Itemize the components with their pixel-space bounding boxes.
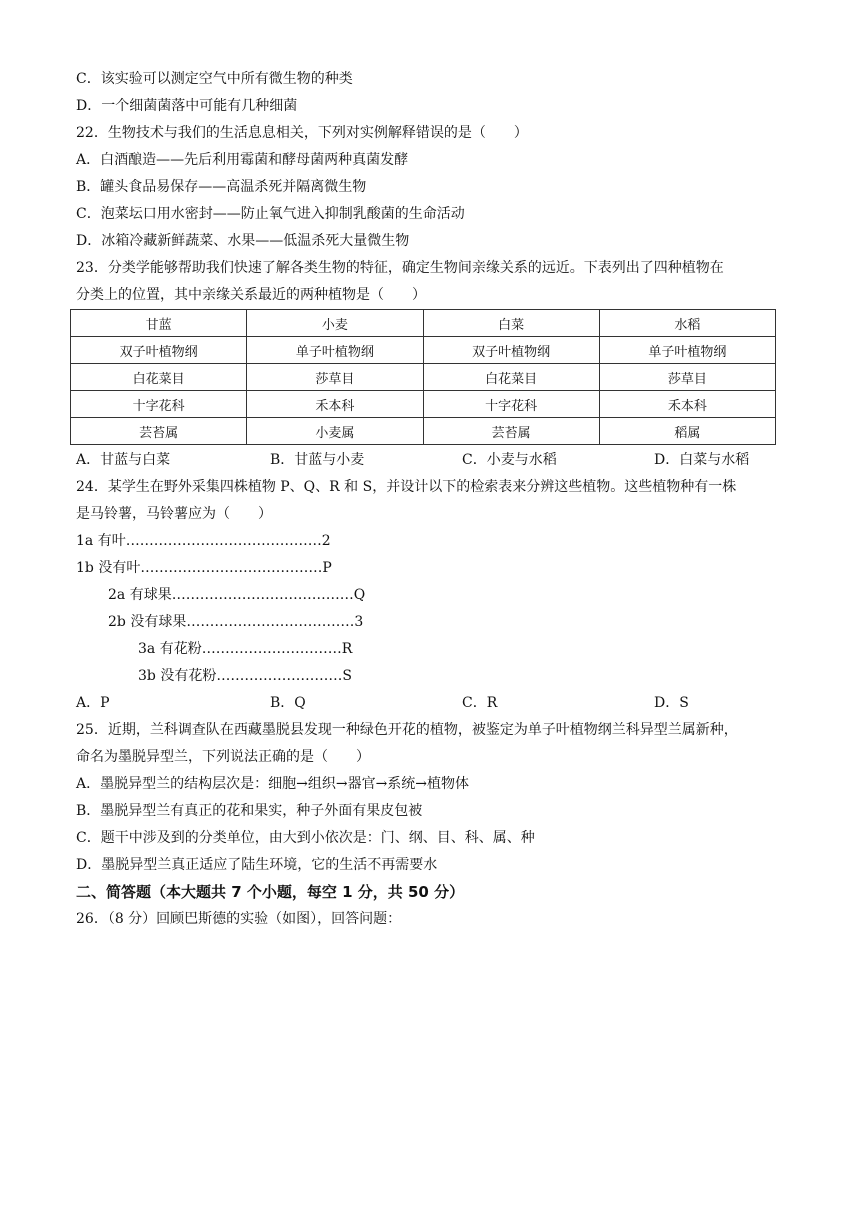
dichotomous-key-3a: 3a 有花粉…………………………R	[138, 641, 353, 657]
q22-option-c: C．泡菜坛口用水密封——防止氧气进入抑制乳酸菌的生命活动	[76, 206, 465, 222]
table-row	[71, 310, 776, 337]
q24-option-d: D．S	[654, 695, 689, 711]
table-cell: 十字花科	[423, 391, 599, 418]
q25-stem-line2: 命名为墨脱异型兰，下列说法正确的是（ ）	[76, 749, 370, 765]
q21-option-c: C．该实验可以测定空气中所有微生物的种类	[76, 71, 353, 87]
table-cell: 白菜	[423, 310, 599, 337]
table-row	[71, 391, 776, 418]
q22-option-b: B．罐头食品易保存——高温杀死并隔离微生物	[76, 179, 367, 195]
dichotomous-key-1a: 1a 有叶……………………………………2	[76, 533, 331, 549]
q23-stem-line2: 分类上的位置，其中亲缘关系最近的两种植物是（ ）	[76, 287, 426, 303]
table-cell: 单子叶植物纲	[599, 337, 775, 364]
table-cell: 单子叶植物纲	[247, 337, 423, 364]
table-cell: 禾本科	[247, 391, 423, 418]
table-cell: 水稻	[599, 310, 775, 337]
q23-option-c: C．小麦与水稻	[462, 452, 557, 468]
table-cell: 禾本科	[599, 391, 775, 418]
table-cell: 小麦	[247, 310, 423, 337]
table-cell: 白花菜目	[423, 364, 599, 391]
table-cell: 十字花科	[71, 391, 247, 418]
q25-stem-line1: 25．近期，兰科调查队在西藏墨脱县发现一种绿色开花的植物，被鉴定为单子叶植物纲兰科异型兰属新种，	[76, 722, 738, 738]
q26-stem: 26．（8 分）回顾巴斯德的实验（如图），回答问题：	[76, 911, 402, 927]
table-row	[71, 418, 776, 445]
q25-option-c: C．题干中涉及到的分类单位，由大到小依次是：门、纲、目、科、属、种	[76, 830, 535, 846]
table-cell: 双子叶植物纲	[423, 337, 599, 364]
table-cell: 芸苔属	[423, 418, 599, 445]
q23-options	[76, 447, 788, 474]
q23-stem-line1: 23．分类学能够帮助我们快速了解各类生物的特征，确定生物间亲缘关系的远近。下表列出了四种植物在	[76, 260, 724, 276]
table-cell: 白花菜目	[71, 364, 247, 391]
table-cell: 芸苔属	[71, 418, 247, 445]
q24-option-b: B．Q	[270, 695, 306, 711]
q25-option-d: D．墨脱异型兰真正适应了陆生环境，它的生活不再需要水	[76, 857, 438, 873]
q21-option-d: D．一个细菌菌落中可能有几种细菌	[76, 98, 298, 114]
q25-option-b: B．墨脱异型兰有真正的花和果实，种子外面有果皮包被	[76, 803, 423, 819]
dichotomous-key-2a: 2a 有球果…………………………………Q	[108, 587, 366, 603]
dichotomous-key-3b: 3b 没有花粉………………………S	[138, 668, 352, 684]
q24-stem-line1: 24．某学生在野外采集四株植物 P、Q、R 和 S，并设计以下的检索表来分辨这些植物。这些植物种有一株	[76, 479, 737, 495]
q22-option-d: D．冰箱冷藏新鲜蔬菜、水果——低温杀死大量微生物	[76, 233, 410, 249]
dichotomous-key-2b: 2b 没有球果………………………………3	[108, 614, 364, 630]
dichotomous-key-1b: 1b 没有叶…………………………………P	[76, 560, 332, 576]
section-heading: 二、简答题（本大题共 7 个小题，每空 1 分，共 50 分）	[76, 883, 465, 901]
table-row	[71, 337, 776, 364]
table-cell: 稻属	[599, 418, 775, 445]
q22-option-a: A．白酒酿造——先后利用霉菌和酵母菌两种真菌发酵	[76, 152, 409, 168]
q25-option-a: A．墨脱异型兰的结构层次是：细胞→组织→器官→系统→植物体	[76, 776, 470, 792]
q22-stem: 22．生物技术与我们的生活息息相关，下列对实例解释错误的是（ ）	[76, 125, 528, 141]
table-cell: 小麦属	[247, 418, 423, 445]
q24-stem-line2: 是马铃薯，马铃薯应为（ ）	[76, 506, 272, 522]
q23-option-a: A．甘蓝与白菜	[76, 452, 171, 468]
q23-option-d: D．白菜与水稻	[654, 452, 750, 468]
q23-classification-table	[70, 309, 776, 445]
q23-option-b: B．甘蓝与小麦	[270, 452, 365, 468]
q24-option-a: A．P	[76, 695, 110, 711]
table-cell: 莎草目	[599, 364, 775, 391]
table-cell: 双子叶植物纲	[71, 337, 247, 364]
table-cell: 甘蓝	[71, 310, 247, 337]
q24-options	[76, 690, 788, 717]
q24-option-c: C．R	[462, 695, 498, 711]
exam-page	[76, 66, 788, 933]
table-row	[71, 364, 776, 391]
table-cell: 莎草目	[247, 364, 423, 391]
